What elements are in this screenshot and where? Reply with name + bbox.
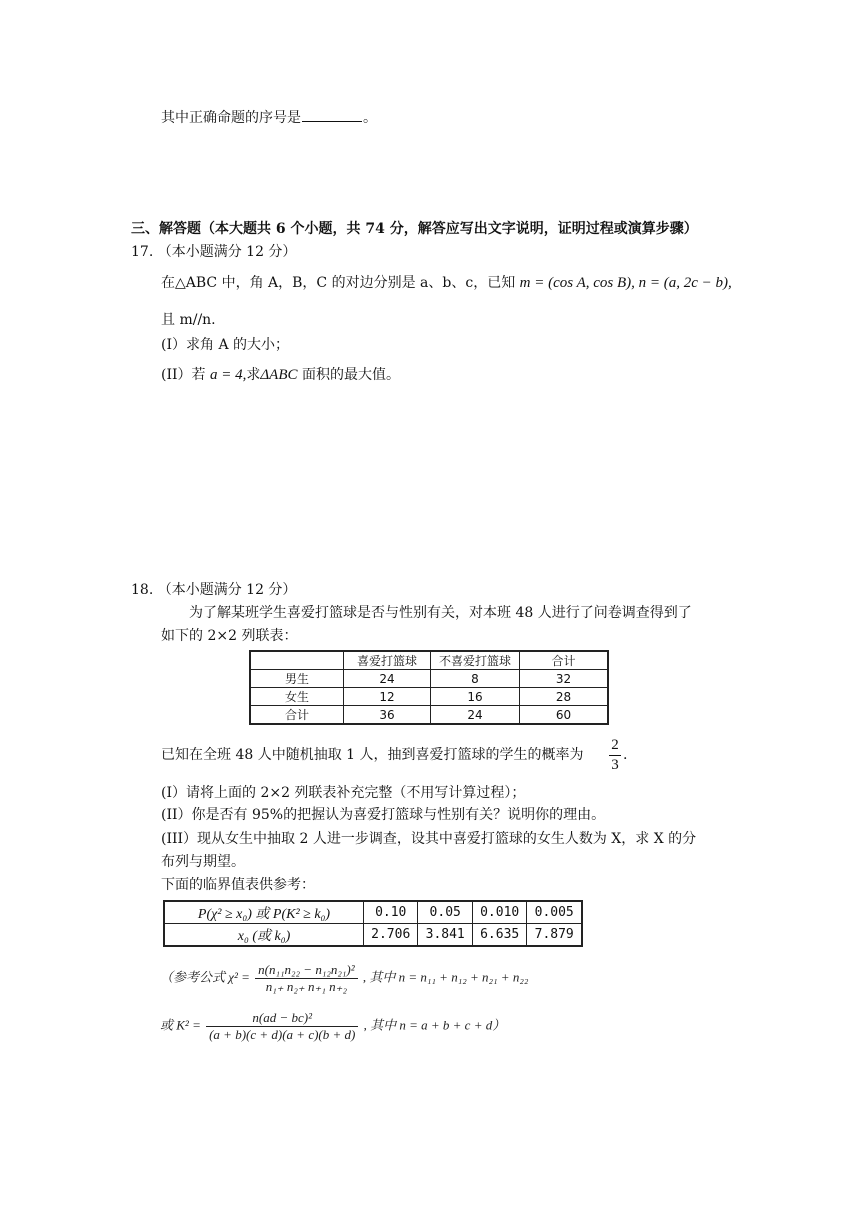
- q18-number: 18.: [131, 582, 154, 598]
- table-cell: 36: [344, 706, 431, 725]
- table-cell: 32: [520, 670, 609, 688]
- table-header-cell: 不喜爱打篮球: [431, 651, 520, 670]
- crit-row-label: P(χ² ≥ x₀) 或 P(K² ≥ k₀): [164, 901, 364, 924]
- crit-k-value: 3.841: [418, 924, 472, 947]
- prev-answer-end: 。: [363, 110, 377, 126]
- table-cell: 12: [344, 688, 431, 706]
- table-header-cell: 喜爱打篮球: [344, 651, 431, 670]
- q17-part2: [161, 366, 400, 384]
- q17-stem-cont: 且 m//n.: [161, 312, 216, 328]
- crit-table-intro: 下面的临界值表供参考：: [161, 877, 315, 893]
- table-row: [250, 670, 608, 688]
- fraction-bar: [609, 755, 621, 756]
- q18-intro-line2: 如下的 2×2 列联表：: [161, 628, 298, 644]
- crit-p-value: 0.05: [418, 901, 472, 924]
- formula2-lead: 或 K² =: [160, 1017, 201, 1033]
- table-row: [250, 706, 608, 725]
- table-cell: 60: [520, 706, 609, 725]
- crit-k-value: 2.706: [364, 924, 418, 947]
- crit-p-value: 0.005: [527, 901, 582, 924]
- crit-k-row: [164, 924, 582, 947]
- q17-part1: (I）求角 A 的大小；: [161, 337, 290, 353]
- table-cell: 16: [431, 688, 520, 706]
- q18-prob-line: [161, 746, 584, 764]
- formula1-tail: , 其中 n = n₁₁ + n₁₂ + n₂₁ + n₂₂: [362, 969, 529, 985]
- q17-stem-text: 在△ABC 中，角 A，B，C 的对边分别是 a、b、c，已知: [161, 275, 516, 291]
- prob-period: .: [623, 747, 628, 763]
- probability-fraction: [609, 737, 621, 774]
- fraction-denominator: 3: [611, 757, 619, 773]
- k-square-formula: [160, 1010, 505, 1043]
- q18-prob-text: 已知在全班 48 人中随机抽取 1 人，抽到喜爱打篮球的学生的概率为: [161, 747, 584, 763]
- fraction-numerator: 2: [611, 737, 619, 753]
- contingency-header-row: [250, 651, 608, 670]
- table-cell: 24: [431, 706, 520, 725]
- q17-stem: [161, 274, 732, 292]
- formula1-fraction: [255, 962, 357, 995]
- crit-row-label: x₀ (或 k₀): [164, 924, 364, 947]
- contingency-table: [249, 650, 609, 725]
- table-cell: 24: [344, 670, 431, 688]
- table-header-cell: 合计: [520, 651, 609, 670]
- crit-p-row: [164, 901, 582, 924]
- table-cell: 8: [431, 670, 520, 688]
- table-cell: 合计: [250, 706, 344, 725]
- q18-score: （本小题满分 12 分）: [157, 582, 297, 598]
- crit-k-value: 6.635: [472, 924, 526, 947]
- table-cell: 男生: [250, 670, 344, 688]
- section-heading: 三、解答题（本大题共 6 个小题，共 74 分，解答应写出文字说明，证明过程或演算步骤）: [131, 221, 698, 237]
- table-row: [250, 688, 608, 706]
- q17-number: 17.: [131, 244, 154, 260]
- q18-part3-line2: 布列与期望。: [161, 854, 245, 870]
- formula1-numerator: n(n₁₁n₂₂ − n₁₂n₂₁)²: [255, 962, 357, 979]
- formula2-tail: , 其中 n = a + b + c + d）: [363, 1017, 506, 1033]
- q17-part2-pre: (II）若: [161, 367, 206, 383]
- crit-p-value: 0.10: [364, 901, 418, 924]
- formula2-numerator: n(ad − bc)²: [206, 1010, 358, 1027]
- table-cell: 28: [520, 688, 609, 706]
- answer-blank: [302, 109, 362, 122]
- prev-answer-prompt: 其中正确命题的序号是: [161, 110, 301, 126]
- critical-value-table: [163, 900, 583, 947]
- q17-part2-post: 面积的最大值。: [301, 367, 400, 383]
- table-cell: 女生: [250, 688, 344, 706]
- q18-intro-line1: 为了解某班学生喜爱打篮球是否与性别有关，对本班 48 人进行了问卷调查得到了: [189, 605, 692, 621]
- q18-part2: (II）你是否有 95%的把握认为喜爱打篮球与性别有关？说明你的理由。: [161, 807, 606, 823]
- formula1-denominator: n₁₊ n₂₊ n₊₁ n₊₂: [265, 979, 348, 994]
- prev-question-answer-line: [161, 109, 377, 127]
- table-corner-cell: [250, 651, 344, 670]
- q17-part2-math: a = 4,: [209, 367, 247, 383]
- q18-part1: (I）请将上面的 2×2 列联表补充完整（不用写计算过程）；: [161, 785, 526, 801]
- q17-part2-math2: ΔABC: [260, 367, 298, 383]
- q18-header: [131, 581, 296, 599]
- chi-square-formula: [160, 962, 528, 995]
- crit-p-value: 0.010: [472, 901, 526, 924]
- q17-score: （本小题满分 12 分）: [157, 244, 297, 260]
- crit-k-value: 7.879: [527, 924, 582, 947]
- q17-part2-mid: 求: [246, 367, 261, 383]
- q17-stem-math: m = (cos A, cos B), n = (a, 2c − b),: [519, 275, 732, 291]
- q18-part3-line1: (III）现从女生中抽取 2 人进一步调查，设其中喜爱打篮球的女生人数为 X，求 X 的分: [161, 831, 697, 847]
- formula2-fraction: [206, 1010, 358, 1043]
- formula1-lead: （参考公式 χ² =: [160, 969, 250, 985]
- q17-header: [131, 243, 296, 261]
- formula2-denominator: (a + b)(c + d)(a + c)(b + d): [209, 1027, 356, 1042]
